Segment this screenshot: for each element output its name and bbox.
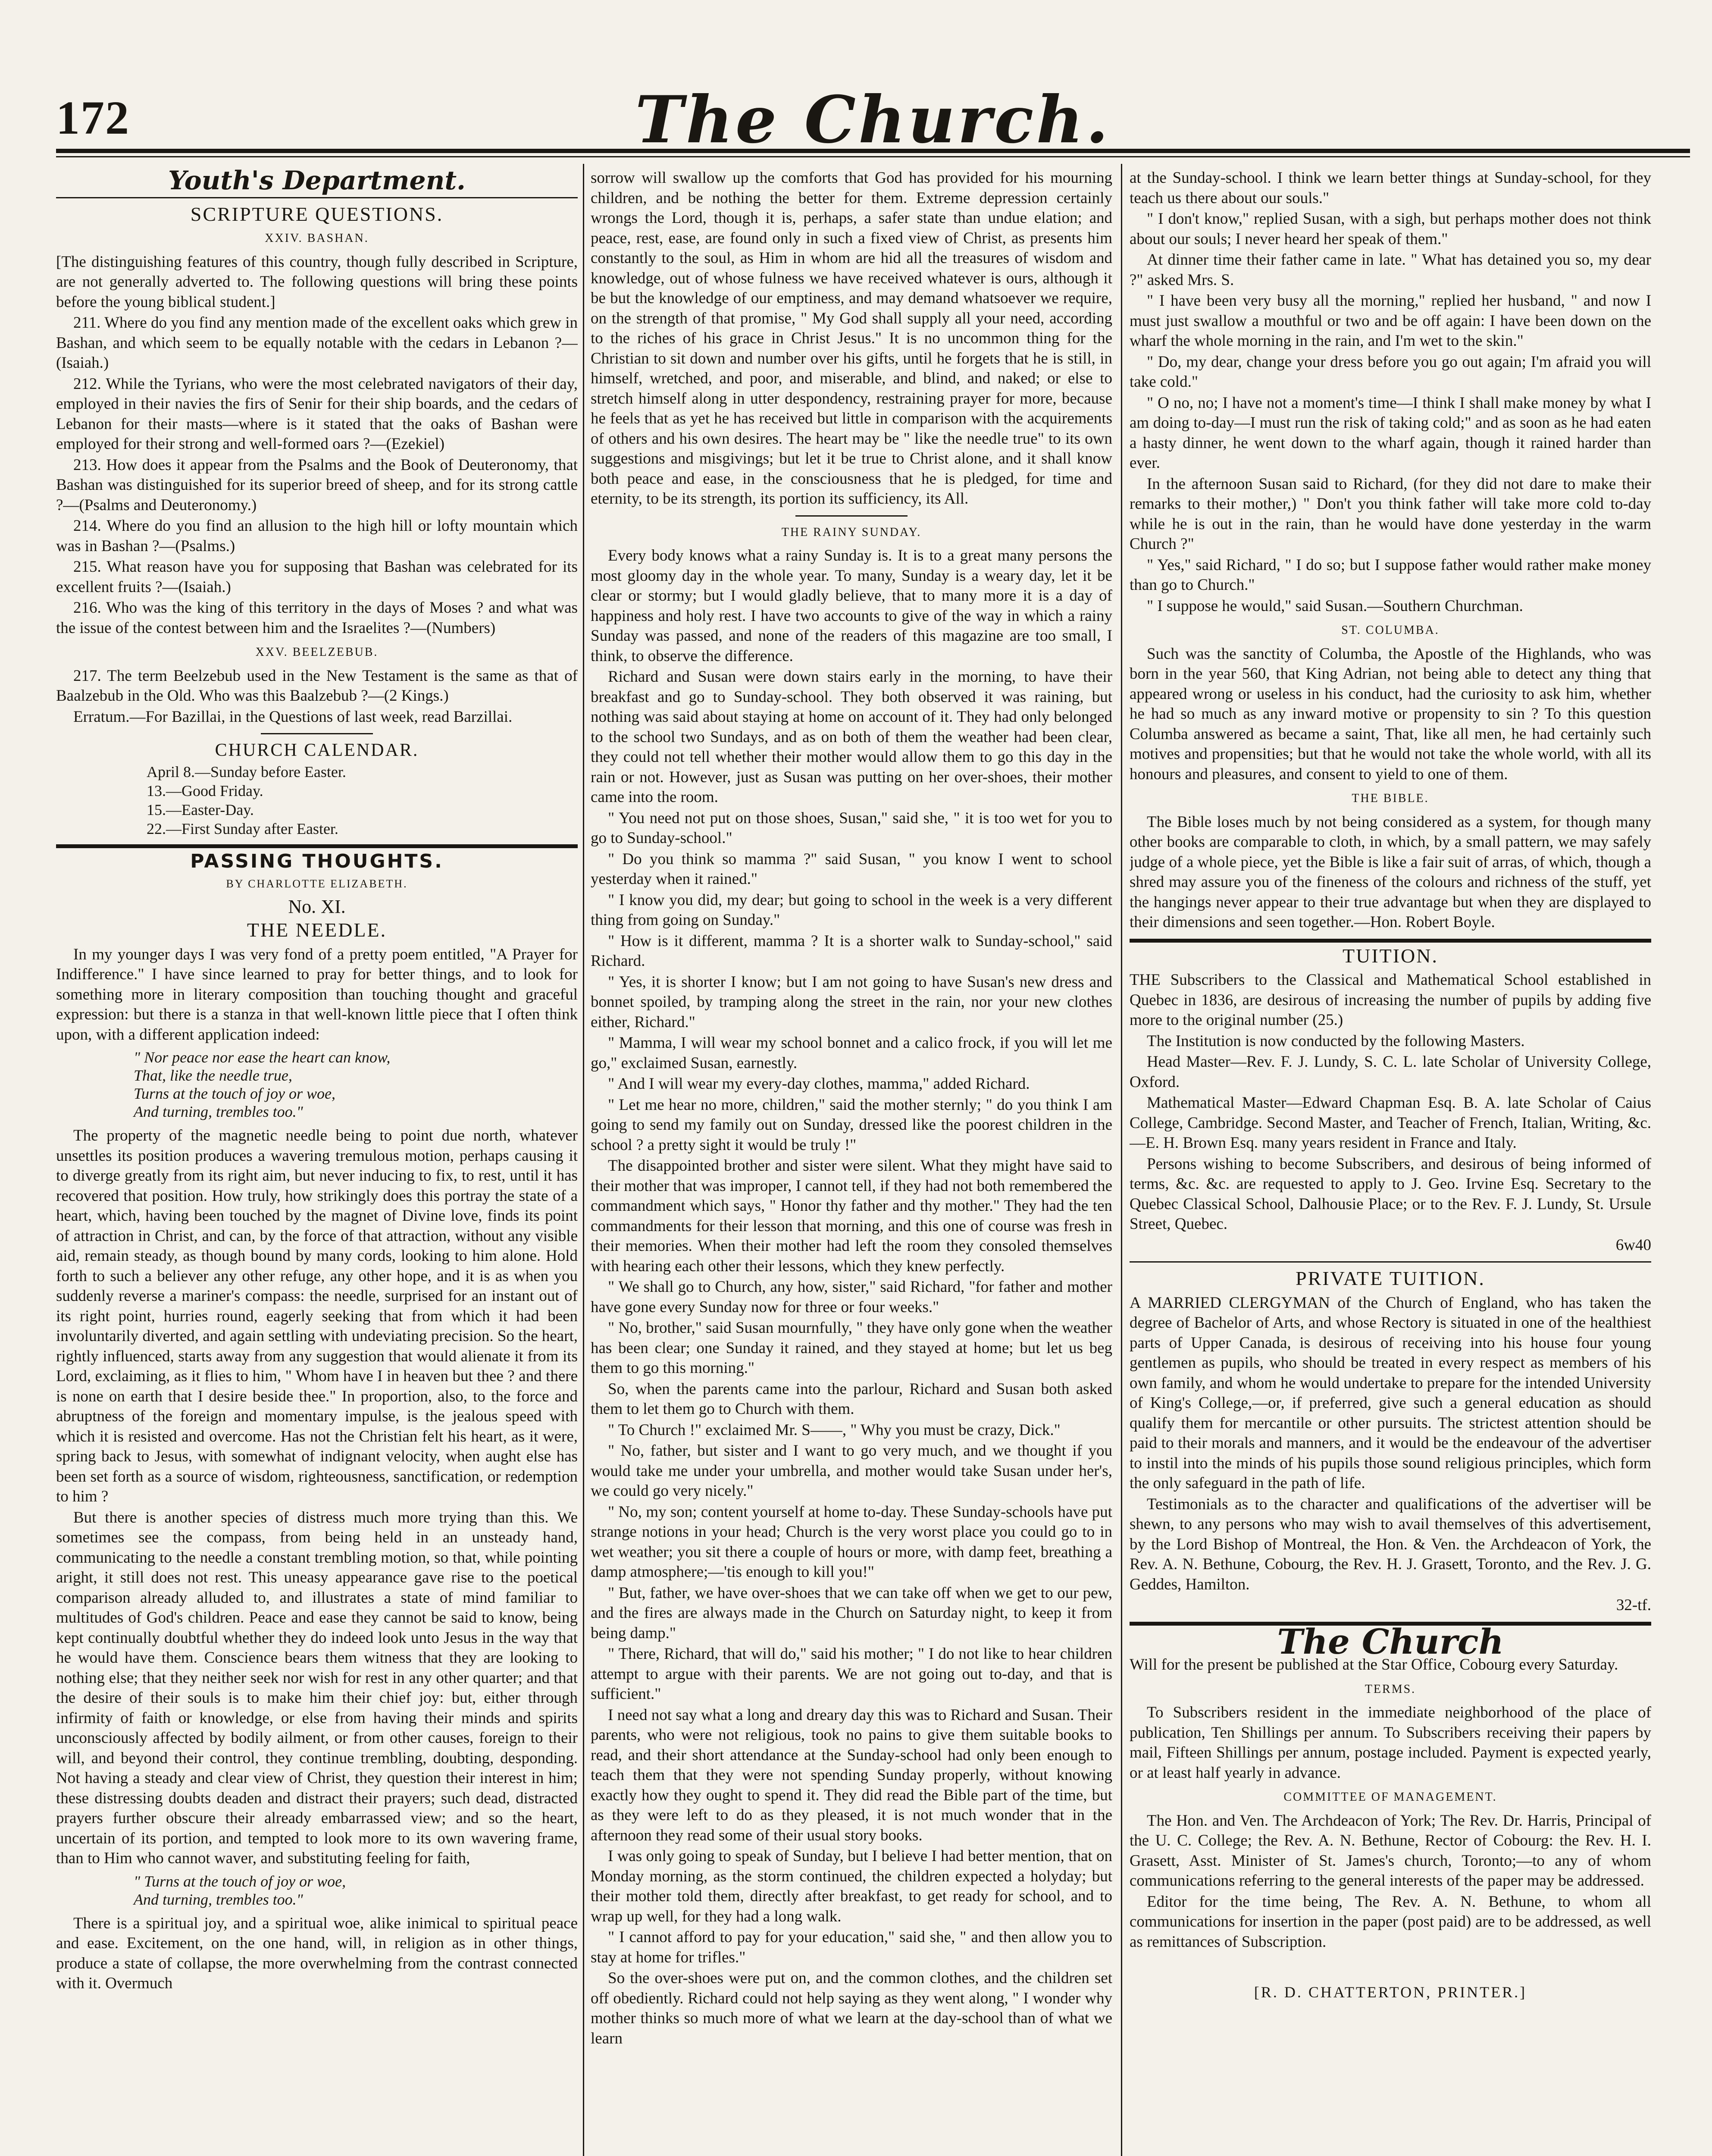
divider-thick: [1130, 939, 1651, 943]
question-212: 212. While the Tyrians, who were the most celebrated navigators of their day, employed in their navies the firs of Senir for their ship boards, and the cedars of Lebanon for their masts—where is it stated that the oaks of Bashan were employed for their strong and well-formed oars ?—(Ezekiel): [56, 375, 578, 453]
paragraph: In my younger days I was very fond of a pretty poem entitled, "A Prayer for Indifference." I have since learned to pray for better things, and to look for something more in literary composition than touching thought and graceful expression: but there is a stanza in that well-known little piece that I often think upon, with a different application indeed:: [56, 945, 578, 1044]
subheading-beelzebub: XXV. BEELZEBUB.: [255, 646, 379, 659]
verse: " Nor peace nor ease the heart can know, That, like the needle true, Turns at the touch of joy or woe, And turning, trembles too.": [134, 1049, 391, 1120]
paragraph: " No, father, but sister and I want to go very much, and we thought if you would take me under your umbrella, and mother would take Susan under her's, we could go very nicely.": [591, 1442, 1112, 1500]
paragraph: " I know you did, my dear; but going to school in the week is a very different thing from going on Sunday.": [591, 891, 1112, 929]
column-divider-2: [1121, 164, 1122, 2156]
divider-thick: [56, 844, 578, 848]
bible-heading: THE BIBLE.: [1352, 792, 1429, 805]
paragraph: " But, father, we have over-shoes that we can take off when we get to our pew, and the fires are always made in the Church on Saturday night, to keep it from being damp.": [591, 1584, 1112, 1642]
divider: [1130, 1261, 1651, 1263]
advert-reference: 6w40: [1615, 1236, 1651, 1254]
paragraph: " O no, no; I have not a moment's time—I think I shall make money by what I am doing to-day—I must run the risk of taking cold;" and as soon as he had eaten a hasty dinner, he went down to the wharf again, though it rained harder than ever.: [1130, 394, 1651, 472]
paragraph: " Yes," said Richard, " I do so; but I suppose father would rather make money than go to Church.": [1130, 556, 1651, 594]
question-216: 216. Who was the king of this territory in the days of Moses ? and what was the issue of the contest between him and the Israelites ?—(Numbers): [56, 599, 578, 637]
rainy-sunday-heading: THE RAINY SUNDAY.: [781, 525, 922, 539]
paragraph: Editor for the time being, The Rev. A. N. Bethune, to whom all communications for insertion in the paper (post paid) are to be addressed, as well as remittances of Subscription.: [1130, 1893, 1651, 1951]
paragraph: " Mamma, I will wear my school bonnet and a calico frock, if you will let me go," exclaimed Susan, earnestly.: [591, 1034, 1112, 1072]
paragraph: " I have been very busy all the morning," replied her husband, " and now I must just swallow a mouthful or two and be off again: I have been down on the wharf the whole morning in the rain, and I'm wet to the skin.": [1130, 292, 1651, 350]
paragraph: " To Church !" exclaimed Mr. S——, " Why you must be crazy, Dick.": [608, 1421, 1061, 1439]
paragraph: The Bible loses much by not being considered as a system, for though many other books are comparable to cloth, in which, by a small pattern, we may safely judge of a whole piece, yet the Bible is like a fair suit of arras, of which, though a shred may assure you of the fineness of the colours and richness of the stuff, yet the hangings never appear to their true advantage but when they are displayed to their dimensions and seen together.—Hon. Robert Boyle.: [1130, 813, 1651, 931]
private-tuition-paragraph: Testimonials as to the character and qualifications of the advertiser will be shewn, to any persons who may wish to avail themselves of this advertisement, by the Lord Bishop of Montreal, the Hon. & Ven. the Archdeacon of York, the Rev. A. N. Bethune, Cobourg, the Rev. H. J. Grasett, Toronto, and the Rev. J. G. Geddes, Hamilton.: [1130, 1495, 1651, 1593]
tuition-paragraph: Persons wishing to become Subscribers, and desirous of being informed of terms, &c. &c. are requested to apply to J. Geo. Irvine Esq. Secretary to the Quebec Classical School, Dalhousie Place; or to the Rev. F. J. Lundy, St. Ursule Street, Quebec.: [1130, 1155, 1651, 1233]
paragraph: " You need not put on those shoes, Susan," said she, " it is too wet for you to go to Sunday-school.": [591, 809, 1112, 847]
paragraph: At dinner time their father came in late. " What has detained you so, my dear ?" asked Mrs. S.: [1130, 251, 1651, 289]
paragraph: To Subscribers resident in the immediate neighborhood of the place of publication, Ten Shillings per annum. To Subscribers receiving their papers by mail, Fifteen Shillings per annum, postage included. Payment is expected yearly, or at least half yearly in advance.: [1130, 1704, 1651, 1782]
masthead: [56, 78, 1690, 160]
article-number: No. XI.: [288, 896, 346, 917]
tuition-paragraph: THE Subscribers to the Classical and Mathematical School established in Quebec in 1836, are desirous of increasing the number of pupils by adding five more to the original number (25.): [1130, 971, 1651, 1029]
divider: [56, 197, 578, 198]
paragraph: sorrow will swallow up the comforts that God has provided for his mourning children, and be nothing the better for them. Extreme depression certainly wrongs the Lord, though it is, perhaps, a safer state than undue elation; and peace, rest, ease, are found only in such a fixed view of Christ, as presents him constantly to the soul, as Him in whom are hid all the treasures of wisdom and knowledge, out of whose fulness we have received whatever is ours, although it be but the knowledge of our emptiness, and may demand whatsoever we require, on the strength of that promise, " My God shall supply all your need, according to the riches of his grace in Christ Jesus." It is no uncommon thing for the Christian to sit down and number over his gifts, until he forgets that he is still, in himself, wretched, and poor, and miserable, and blind, and naked; or else to stretch himself along in utter despondency, restraining prayer for more, because he feels that as yet he has received but little in comparison with the acquirements of others and his own desires. The heart may be " like the needle true" to its own suggestions and misgivings; but let it be true to Christ alone, and it shall know both peace and ease, in the consciousness that he is pledged, for time and eternity, to be its strength, its portion its sufficiency, its All.: [591, 169, 1112, 508]
paragraph: " I cannot afford to pay for your education," said she, " and then allow you to stay at home for trifles.": [591, 1928, 1112, 1966]
paragraph: The Hon. and Ven. The Archdeacon of York; The Rev. Dr. Harris, Principal of the U. C. College; the Rev. A. N. Bethune, Rector of Cobourg: the Rev. H. I. Grasett, Asst. Minister of St. James's church, Toronto;—to any of whom communications referring to the general interests of the paper may be addressed.: [1130, 1811, 1651, 1890]
paragraph: So the over-shoes were put on, and the common clothes, and the children set off obediently. Richard could not help saying as they went along, " I wonder why mother thinks so much more of what we learn at the day-school than of what we learn: [591, 1969, 1112, 2047]
tuition-paragraph: Mathematical Master—Edward Chapman Esq. B. A. late Scholar of Caius College, Cambridge. Second Master, and Teacher of French, Italian, Writing, &c.—E. H. Brown Esq. many years resident in France and Italy.: [1130, 1094, 1651, 1152]
erratum: Erratum.—For Bazillai, in the Questions of last week, read Barzillai.: [73, 708, 513, 726]
intro-paragraph: [The distinguishing features of this country, though fully described in Scripture, are not generally adverted to. The following questions will bring these points before the young biblical student.]: [56, 253, 578, 311]
paragraph: at the Sunday-school. I think we learn better things at Sunday-school, for they teach us there about our souls.": [1130, 169, 1651, 207]
paragraph: " Do you think so mamma ?" said Susan, " you know I went to school yesterday when it rained.": [591, 850, 1112, 888]
st-columba-heading: ST. COLUMBA.: [1341, 624, 1440, 637]
paragraph: Such was the sanctity of Columba, the Apostle of the Highlands, who was born in the year 560, that King Adrian, not being able to detect any thing that appeared wrong or useless in his conduct, had the curiosity to ask him, whether he had so much as any inward motive or propensity to sin ? To this question Columba answered as became a saint, That, like all men, he had certainly such motives and propensities; but that he would not take the whole world, with all its honours and pleasures, and consent to yield to one of them.: [1130, 645, 1651, 783]
scripture-questions-heading: SCRIPTURE QUESTIONS.: [190, 203, 444, 225]
divider: [261, 733, 373, 734]
paragraph: " Let me hear no more, children," said the mother sternly; " do you think I am going to send my family out on Sunday, dressed like the poorest children in the school ? a pretty sight it would be truly !": [591, 1096, 1112, 1154]
column-2: [591, 168, 1112, 2156]
question-217: 217. The term Beelzebub used in the New Testament is the same as that of Baalzebub in the Old. Who was this Baalzebub ?—(2 Kings.): [56, 667, 578, 705]
page-number: 172: [56, 91, 130, 144]
tuition-paragraph: Head Master—Rev. F. J. Lundy, S. C. L. late Scholar of University College, Oxford.: [1130, 1053, 1651, 1091]
paragraph: " No, my son; content yourself at home to-day. These Sunday-schools have put strange notions in your head; Church is the very worst place you could go to in wet weather; you sit there a couple of hours or more, with damp feet, breathing a damp atmosphere;—'tis enough to kill you!": [591, 1503, 1112, 1581]
masthead-rule: [56, 149, 1690, 153]
question-213: 213. How does it appear from the Psalms and the Book of Deuteronomy, that Bashan was distinguished for its superior breed of sheep, and for its strong cattle ?—(Psalms and Deuteronomy.): [56, 456, 578, 514]
question-211: 211. Where do you find any mention made of the excellent oaks which grew in Bashan, and which seem to be equally notable with the cedars in Lebanon ?—(Isaiah.): [56, 314, 578, 372]
paragraph: " And I will wear my every-day clothes, mamma," added Richard.: [608, 1075, 1030, 1093]
paragraph: In the afternoon Susan said to Richard, (for they did not dare to make their remarks to their mother,) " Don't you think father will take more cold to-day while he is out in the rain, than he would have done yesterday in the warm Church ?": [1130, 475, 1651, 553]
paragraph: Every body knows what a rainy Sunday is. It is to a great many persons the most gloomy day in the whole year. To many, Sunday is a weary day, let it be clear or stormy; but I would gladly believe, that to many more it is a day of happiness and holy rest. I have two accounts to give of the way in which a rainy Sunday was passed, and none of the readers of this magazine are too small, I think, to observe the difference.: [591, 547, 1112, 665]
paragraph: " I don't know," replied Susan, with a sigh, but perhaps mother does not think about our souls; I never heard her speak of them.": [1130, 210, 1651, 248]
printer-credit: [R. D. CHATTERTON, PRINTER.]: [1254, 1984, 1527, 2001]
youth-department-heading: Youth's Department.: [168, 168, 466, 196]
paragraph: Will for the present be published at the Star Office, Cobourg every Saturday.: [1130, 1656, 1618, 1673]
church-calendar-heading: CHURCH CALENDAR.: [215, 740, 419, 760]
paragraph: " Do, my dear, change your dress before you go out again; I'm afraid you will take cold.": [1130, 353, 1651, 391]
passing-thoughts-heading: PASSING THOUGHTS.: [190, 850, 444, 872]
paragraph: " There, Richard, that will do," said his mother; " I do not like to hear children attempt to argue with their parents. We are not going out to-day, and that is sufficient.": [591, 1645, 1112, 1703]
paragraph: There is a spiritual joy, and a spiritual woe, alike inimical to spiritual peace and ease. Excitement, on the one hand, will, in religion as in other things, produce a state of collapse, the more overwhelming from the contrast connected with it. Overmuch: [56, 1914, 578, 1992]
tuition-heading: TUITION.: [1343, 944, 1438, 967]
divider: [795, 515, 908, 517]
paragraph: " How is it different, mamma ? It is a shorter walk to Sunday-school," said Richard.: [591, 932, 1112, 970]
paragraph: " Yes, it is shorter I know; but I am not going to have Susan's new dress and bonnet spoiled, by tramping along the street in the rain, nor your new clothes either, Richard.": [591, 973, 1112, 1031]
private-tuition-heading: PRIVATE TUITION.: [1296, 1267, 1485, 1289]
column-divider-1: [583, 164, 584, 2156]
paragraph: I was only going to speak of Sunday, but I believe I had better mention, that on Monday morning, as the storm continued, the children expected a holyday; but their mother told them, directly after breakfast, to get ready for school, and to wrap up well, for they had a long walk.: [591, 1847, 1112, 1925]
masthead-rule-thin: [56, 156, 1690, 157]
paragraph: But there is another species of distress much more trying than this. We sometimes see the compass, from being held in an unsteady hand, communicating to the needle a constant trembling motion, so that, while pointing aright, it still does not rest. This uneasy appearance gave rise to the poetical comparison already alluded to, and illustrates a state of mind familiar to multitudes of God's children. Peace and ease they cannot be said to know, being kept continually doubtful whether they do indeed look unto Jesus in the way that he would have them. Conscience bears them witness that they are looking to nothing else; that they neither seek nor wish for rest in any other quarter; and that the desire of their souls is to make him their chief joy: but, either through infirmity of faith or knowledge, or else from having their minds and spirits unconsciously affected by bodily ailment, or from other causes, foreign to their will, and beyond their control, they continue trembling, doubting, desponding. Not having a steady and clear view of Christ, they question their interest in him; these distressing doubts deaden and distract their prayers; such dead, distracted prayers further obscure their already embarrassed view; and so the heart, uncertain of its portion, and tempted to look more to its own wavering frame, than to Him who cannot waver, and substituting feeling for faith,: [56, 1508, 578, 1867]
terms-heading: TERMS.: [1365, 1682, 1416, 1696]
needle-title: THE NEEDLE.: [247, 919, 387, 941]
column-3: [1130, 168, 1651, 2156]
subheading-bashan: XXIV. BASHAN.: [265, 232, 369, 245]
church-notice-heading: The Church: [1277, 1621, 1504, 1662]
paragraph: So, when the parents came into the parlour, Richard and Susan both asked them to let them go to Church with them.: [591, 1380, 1112, 1418]
tuition-paragraph: The Institution is now conducted by the following Masters.: [1147, 1032, 1525, 1050]
paragraph: " We shall go to Church, any how, sister," said Richard, "for father and mother have gone every Sunday now for three or four weeks.": [591, 1278, 1112, 1316]
advert-reference: 32-tf.: [1616, 1596, 1651, 1614]
question-215: 215. What reason have you for supposing that Bashan was celebrated for its excellent fruits ?—(Isaiah.): [56, 558, 578, 596]
byline: BY CHARLOTTE ELIZABETH.: [226, 877, 408, 890]
paragraph: " No, brother," said Susan mournfully, " they have only gone when the weather has been clear; one Sunday it rained, and they stayed at home; but let us beg them to go this morning.": [591, 1319, 1112, 1377]
church-calendar: April 8.—Sunday before Easter. 13.—Good Friday. 15.—Easter-Day. 22.—First Sunday after Easter.: [147, 763, 346, 837]
question-214: 214. Where do you find an allusion to the high hill or lofty mountain which was in Bashan ?—(Psalms.): [56, 517, 578, 555]
column-1: [56, 168, 578, 2156]
committee-heading: COMMITTEE OF MANAGEMENT.: [1283, 1790, 1497, 1804]
paragraph: The property of the magnetic needle being to point due north, whatever unsettles its position produces a wavering tremulous motion, perhaps causing it to diverge greatly from its right aim, but never inducing to fix, to rest, until it has recovered that position. How truly, how strikingly does this portray the state of a heart, which, having been touched by the magnet of Divine love, finds its point of attraction in Christ, and can, by the force of that attraction, without any visible aid, remain steady, as though bound by many cords, looking to him alone. Hold forth to such a believer any other refuge, any other hope, and it is as when you suddenly reverse a mariner's compass: the needle, surprised for an instant out of its right point, hurries round, eagerly seeking that from which it had been involuntarily diverted, and again settling with undeviating precision. So the heart, rightly influenced, starts away from any suggestion that would alienate it from its Lord, exclaiming, as it flies to him, " Whom have I in heaven but thee ? and there is none on earth that I desire beside thee." In proportion, also, to the force and abruptness of the foreign and momentary impulse, is the jealous speed with which it is resisted and overcome. Has not the Christian felt his heart, as it were, spring back to Jesus, with somewhat of indignant velocity, when aught else has been set forth as a source of wisdom, righteousness, sanctification, or redemption to him ?: [56, 1127, 578, 1505]
paragraph: The disappointed brother and sister were silent. What they might have said to their mother that was improper, I cannot tell, if they had not both remembered the commandment which says, " Honor thy father and thy mother." They had the ten commandments for their lesson that morning, and this one of course was fresh in their memories. When their mother had left the room they consoled themselves with hearing each other their lessons, which they knew perfectly.: [591, 1157, 1112, 1275]
newspaper-title: The Church.: [635, 82, 1111, 158]
paragraph: " I suppose he would," said Susan.—Southern Churchman.: [1147, 597, 1523, 615]
paragraph: I need not say what a long and dreary day this was to Richard and Susan. Their parents, who were not religious, took no pains to give them suitable books to read, and their short attendance at the Sunday-school had only been enough to teach them that they were not spending Sunday properly, without knowing exactly how they ought to spend it. They did read the Bible part of the time, but as they were left to do as they pleased, it is not much wonder that in the afternoon they read some of their usual story books.: [591, 1706, 1112, 1844]
private-tuition-paragraph: A MARRIED CLERGYMAN of the Church of England, who has taken the degree of Bachelor of Arts, and whose Rectory is situated in one of the healthiest parts of Upper Canada, is desirous of receiving into his house four young gentlemen as pupils, who should be treated in every respect as members of his own family, and whom he would undertake to prepare for the intended University of King's College,—or, if preferred, give such a general education as should qualify them for mercantile or other pursuits. The strictest attention should be paid to their morals and manners, and it would be the endeavour of the advertiser to instil into the minds of his pupils those sound religious principles, which form the only safeguard in the path of life.: [1130, 1294, 1651, 1492]
verse: " Turns at the touch of joy or woe, And turning, trembles too.": [134, 1872, 346, 1908]
paragraph: Richard and Susan were down stairs early in the morning, to have their breakfast and go to Sunday-school. They both observed it was raining, but nothing was said about staying at home on account of it. They had only belonged to the school two Sundays, and as on both of them the weather had been clear, they could not tell whether their mother would allow them to go this day in the rain or not. However, just as Susan was putting on her over-shoes, their mother came into the room.: [591, 668, 1112, 806]
